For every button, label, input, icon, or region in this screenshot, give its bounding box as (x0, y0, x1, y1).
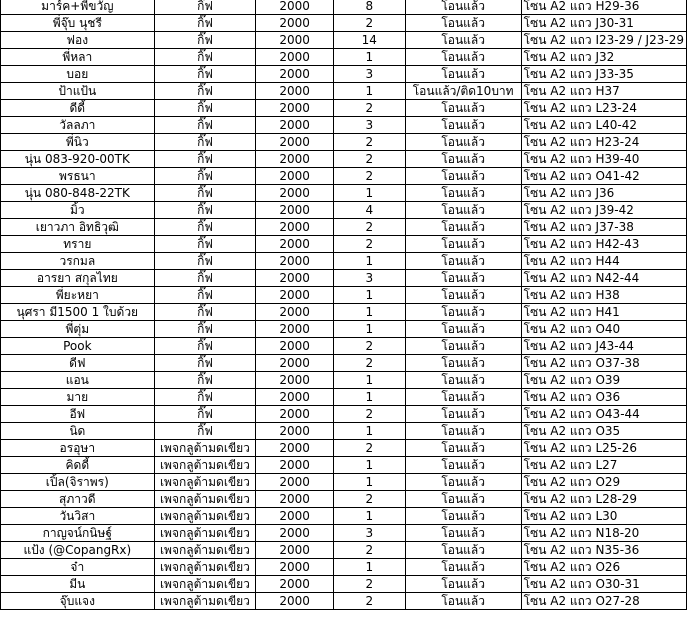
payment-status-cell[interactable]: โอนแล้ว (405, 338, 521, 355)
name-cell[interactable]: พี่จุ๊บ นุชรี (1, 15, 155, 32)
seat-cell[interactable]: โซน A2 แถว L30 (521, 508, 686, 525)
name-cell[interactable]: สุภาวดี (1, 491, 155, 508)
price-cell[interactable]: 2000 (256, 202, 334, 219)
name-cell[interactable]: พี่ตุ่ม (1, 321, 155, 338)
seat-cell[interactable]: โซน A2 แถว H44 (521, 253, 686, 270)
price-cell[interactable]: 2000 (256, 559, 334, 576)
table-row (1, 219, 687, 236)
quantity-cell[interactable]: 4 (333, 202, 405, 219)
name-cell[interactable]: จุ๊บแจง (1, 593, 155, 610)
payment-status-cell[interactable]: โอนแล้ว (405, 15, 521, 32)
seller-cell[interactable]: กิ๊ฟ (154, 117, 256, 134)
price-cell[interactable]: 2000 (256, 253, 334, 270)
name-cell[interactable]: คิดดี้ (1, 457, 155, 474)
seat-cell[interactable]: โซน A2 แถว O26 (521, 559, 686, 576)
payment-status-cell[interactable]: โอนแล้ว (405, 151, 521, 168)
price-cell[interactable]: 2000 (256, 457, 334, 474)
name-cell[interactable]: วรกมล (1, 253, 155, 270)
price-cell[interactable]: 2000 (256, 134, 334, 151)
table-row (1, 304, 687, 321)
payment-status-cell[interactable]: โอนแล้ว (405, 236, 521, 253)
quantity-cell[interactable]: 2 (333, 168, 405, 185)
seller-cell[interactable]: กิ๊ฟ (154, 134, 256, 151)
table-row (1, 236, 687, 253)
price-cell[interactable]: 2000 (256, 593, 334, 610)
name-cell[interactable]: มีน (1, 576, 155, 593)
price-cell[interactable]: 2000 (256, 100, 334, 117)
seller-cell[interactable]: กิ๊ฟ (154, 423, 256, 440)
table-row (1, 100, 687, 117)
table-row (1, 423, 687, 440)
price-cell[interactable]: 2000 (256, 83, 334, 100)
payment-status-cell[interactable]: โอนแล้ว (405, 0, 521, 15)
quantity-cell[interactable]: 1 (333, 253, 405, 270)
price-cell[interactable]: 2000 (256, 372, 334, 389)
price-cell[interactable]: 2000 (256, 355, 334, 372)
name-cell[interactable]: มิ้ว (1, 202, 155, 219)
payment-status-cell[interactable]: โอนแล้ว (405, 355, 521, 372)
payment-status-cell[interactable]: โอนแล้ว (405, 117, 521, 134)
quantity-cell[interactable]: 2 (333, 542, 405, 559)
seller-cell[interactable]: กิ๊ฟ (154, 151, 256, 168)
seller-cell[interactable]: กิ๊ฟ (154, 168, 256, 185)
payment-status-cell[interactable]: โอนแล้ว (405, 593, 521, 610)
seller-cell[interactable]: เพจกลูต้ามดเขียว (154, 508, 256, 525)
seller-cell[interactable]: กิ๊ฟ (154, 338, 256, 355)
table-row (1, 0, 687, 15)
seat-cell[interactable]: โซน A2 แถว J39-42 (521, 202, 686, 219)
seller-cell[interactable]: กิ๊ฟ (154, 253, 256, 270)
seat-cell[interactable]: โซน A2 แถว L27 (521, 457, 686, 474)
table-row (1, 457, 687, 474)
name-cell[interactable]: จ๋า (1, 559, 155, 576)
table-row (1, 117, 687, 134)
seller-cell[interactable]: กิ๊ฟ (154, 406, 256, 423)
quantity-cell[interactable]: 2 (333, 440, 405, 457)
table-row (1, 474, 687, 491)
table-row (1, 542, 687, 559)
payment-status-cell[interactable]: โอนแล้ว (405, 389, 521, 406)
seller-cell[interactable]: เพจกลูต้ามดเขียว (154, 576, 256, 593)
price-cell[interactable]: 2000 (256, 168, 334, 185)
price-cell[interactable]: 2000 (256, 474, 334, 491)
name-cell[interactable]: บอย (1, 66, 155, 83)
seller-cell[interactable]: กิ๊ฟ (154, 185, 256, 202)
payment-status-cell[interactable]: โอนแล้ว (405, 440, 521, 457)
name-cell[interactable]: ฟอง (1, 32, 155, 49)
quantity-cell[interactable]: 1 (333, 474, 405, 491)
seller-cell[interactable]: กิ๊ฟ (154, 202, 256, 219)
payment-status-cell[interactable]: โอนแล้ว (405, 49, 521, 66)
payment-status-cell[interactable]: โอนแล้ว (405, 508, 521, 525)
quantity-cell[interactable]: 2 (333, 406, 405, 423)
table-row (1, 525, 687, 542)
seller-cell[interactable]: กิ๊ฟ (154, 0, 256, 15)
seat-cell[interactable]: โซน A2 แถว J30-31 (521, 15, 686, 32)
payment-status-cell[interactable]: โอนแล้ว (405, 287, 521, 304)
quantity-cell[interactable]: 2 (333, 236, 405, 253)
price-cell[interactable]: 2000 (256, 66, 334, 83)
seller-cell[interactable]: กิ๊ฟ (154, 321, 256, 338)
name-cell[interactable]: พรธนา (1, 168, 155, 185)
quantity-cell[interactable]: 1 (333, 185, 405, 202)
payment-status-cell[interactable]: โอนแล้ว (405, 134, 521, 151)
name-cell[interactable]: ดีดี้ (1, 100, 155, 117)
quantity-cell[interactable]: 3 (333, 117, 405, 134)
seat-cell[interactable]: โซน A2 แถว H41 (521, 304, 686, 321)
table-row (1, 151, 687, 168)
name-cell[interactable]: อรอุษา (1, 440, 155, 457)
seller-cell[interactable]: กิ๊ฟ (154, 83, 256, 100)
price-cell[interactable]: 2000 (256, 117, 334, 134)
price-cell[interactable]: 2000 (256, 151, 334, 168)
quantity-cell[interactable]: 1 (333, 372, 405, 389)
seller-cell[interactable]: เพจกลูต้ามดเขียว (154, 593, 256, 610)
price-cell[interactable]: 2000 (256, 440, 334, 457)
price-cell[interactable]: 2000 (256, 542, 334, 559)
price-cell[interactable]: 2000 (256, 525, 334, 542)
seat-cell[interactable]: โซน A2 แถว N42-44 (521, 270, 686, 287)
payment-status-cell[interactable]: โอนแล้ว/ติด10บาท (405, 83, 521, 100)
table-row (1, 372, 687, 389)
name-cell[interactable]: พี่นิว (1, 134, 155, 151)
quantity-cell[interactable]: 1 (333, 49, 405, 66)
seller-cell[interactable]: กิ๊ฟ (154, 66, 256, 83)
seller-cell[interactable]: เพจกลูต้ามดเขียว (154, 457, 256, 474)
seat-cell[interactable]: โซน A2 แถว L25-26 (521, 440, 686, 457)
table-row (1, 66, 687, 83)
seller-cell[interactable]: กิ๊ฟ (154, 15, 256, 32)
table-row (1, 253, 687, 270)
quantity-cell[interactable]: 1 (333, 559, 405, 576)
payment-status-cell[interactable]: โอนแล้ว (405, 32, 521, 49)
seller-cell[interactable]: กิ๊ฟ (154, 32, 256, 49)
name-cell[interactable]: แป้ง (@CopangRx) (1, 542, 155, 559)
name-cell[interactable]: วัลลภา (1, 117, 155, 134)
table-row (1, 83, 687, 100)
payment-status-cell[interactable]: โอนแล้ว (405, 168, 521, 185)
table-row (1, 270, 687, 287)
seller-cell[interactable]: เพจกลูต้ามดเขียว (154, 525, 256, 542)
seat-cell[interactable]: โซน A2 แถว H29-36 (521, 0, 686, 15)
quantity-cell[interactable]: 3 (333, 525, 405, 542)
payment-status-cell[interactable]: โอนแล้ว (405, 66, 521, 83)
seat-cell[interactable]: โซน A2 แถว O27-28 (521, 593, 686, 610)
payment-status-cell[interactable]: โอนแล้ว (405, 457, 521, 474)
name-cell[interactable]: นุศรา มี1500 1 ใบด้วย (1, 304, 155, 321)
payment-status-cell[interactable]: โอนแล้ว (405, 423, 521, 440)
table-row (1, 491, 687, 508)
payment-status-cell[interactable]: โอนแล้ว (405, 491, 521, 508)
quantity-cell[interactable]: 1 (333, 508, 405, 525)
name-cell[interactable]: วันวิสา (1, 508, 155, 525)
payment-status-cell[interactable]: โอนแล้ว (405, 542, 521, 559)
seat-cell[interactable]: โซน A2 แถว J32 (521, 49, 686, 66)
price-cell[interactable]: 2000 (256, 304, 334, 321)
seller-cell[interactable]: เพจกลูต้ามดเขียว (154, 542, 256, 559)
price-cell[interactable]: 2000 (256, 338, 334, 355)
seller-cell[interactable]: กิ๊ฟ (154, 270, 256, 287)
price-cell[interactable]: 2000 (256, 423, 334, 440)
seat-cell[interactable]: โซน A2 แถว H23-24 (521, 134, 686, 151)
seat-cell[interactable]: โซน A2 แถว J43-44 (521, 338, 686, 355)
seller-cell[interactable]: เพจกลูต้ามดเขียว (154, 559, 256, 576)
price-cell[interactable]: 2000 (256, 491, 334, 508)
name-cell[interactable]: Pook (1, 338, 155, 355)
payment-status-cell[interactable]: โอนแล้ว (405, 525, 521, 542)
seat-cell[interactable]: โซน A2 แถว L28-29 (521, 491, 686, 508)
seat-cell[interactable]: โซน A2 แถว I23-29 / J23-29 (521, 32, 686, 49)
quantity-cell[interactable]: 2 (333, 576, 405, 593)
seat-cell[interactable]: โซน A2 แถว H39-40 (521, 151, 686, 168)
price-cell[interactable]: 2000 (256, 49, 334, 66)
name-cell[interactable]: พี่หลา (1, 49, 155, 66)
seat-cell[interactable]: โซน A2 แถว N18-20 (521, 525, 686, 542)
seller-cell[interactable]: กิ๊ฟ (154, 100, 256, 117)
seat-cell[interactable]: โซน A2 แถว N35-36 (521, 542, 686, 559)
price-cell[interactable]: 2000 (256, 389, 334, 406)
price-cell[interactable]: 2000 (256, 508, 334, 525)
payment-status-cell[interactable]: โอนแล้ว (405, 253, 521, 270)
quantity-cell[interactable]: 1 (333, 83, 405, 100)
quantity-cell[interactable]: 2 (333, 151, 405, 168)
price-cell[interactable]: 2000 (256, 32, 334, 49)
price-cell[interactable]: 2000 (256, 15, 334, 32)
quantity-cell[interactable]: 1 (333, 457, 405, 474)
table-row (1, 593, 687, 610)
payment-status-cell[interactable]: โอนแล้ว (405, 100, 521, 117)
seller-cell[interactable]: กิ๊ฟ (154, 219, 256, 236)
table-row (1, 49, 687, 66)
price-cell[interactable]: 2000 (256, 576, 334, 593)
seat-cell[interactable]: โซน A2 แถว O41-42 (521, 168, 686, 185)
quantity-cell[interactable]: 2 (333, 100, 405, 117)
quantity-cell[interactable]: 1 (333, 321, 405, 338)
seller-cell[interactable]: กิ๊ฟ (154, 304, 256, 321)
payment-status-cell[interactable]: โอนแล้ว (405, 219, 521, 236)
payment-status-cell[interactable]: โอนแล้ว (405, 576, 521, 593)
price-cell[interactable]: 2000 (256, 321, 334, 338)
seat-cell[interactable]: โซน A2 แถว O35 (521, 423, 686, 440)
quantity-cell[interactable]: 2 (333, 338, 405, 355)
table-row (1, 32, 687, 49)
payment-status-cell[interactable]: โอนแล้ว (405, 185, 521, 202)
quantity-cell[interactable]: 3 (333, 66, 405, 83)
seat-cell[interactable]: โซน A2 แถว O29 (521, 474, 686, 491)
sheet-body (1, 0, 687, 610)
quantity-cell[interactable]: 14 (333, 32, 405, 49)
table-row (1, 576, 687, 593)
payment-status-cell[interactable]: โอนแล้ว (405, 270, 521, 287)
quantity-cell[interactable]: 2 (333, 593, 405, 610)
seat-cell[interactable]: โซน A2 แถว O40 (521, 321, 686, 338)
payment-status-cell[interactable]: โอนแล้ว (405, 372, 521, 389)
table-row (1, 321, 687, 338)
table-row (1, 389, 687, 406)
table-row (1, 134, 687, 151)
name-cell[interactable]: ป้าแป้น (1, 83, 155, 100)
quantity-cell[interactable]: 2 (333, 15, 405, 32)
table-row (1, 287, 687, 304)
seat-cell[interactable]: โซน A2 แถว O36 (521, 389, 686, 406)
table-row (1, 355, 687, 372)
price-cell[interactable]: 2000 (256, 0, 334, 15)
table-row (1, 508, 687, 525)
seat-cell[interactable]: โซน A2 แถว L40-42 (521, 117, 686, 134)
quantity-cell[interactable]: 1 (333, 423, 405, 440)
seat-cell[interactable]: โซน A2 แถว H38 (521, 287, 686, 304)
quantity-cell[interactable]: 8 (333, 0, 405, 15)
payment-status-cell[interactable]: โอนแล้ว (405, 321, 521, 338)
seller-cell[interactable]: กิ๊ฟ (154, 287, 256, 304)
quantity-cell[interactable]: 1 (333, 304, 405, 321)
name-cell[interactable]: กาญจน์กนิษฐ์ (1, 525, 155, 542)
seat-cell[interactable]: โซน A2 แถว O39 (521, 372, 686, 389)
payment-status-cell[interactable]: โอนแล้ว (405, 406, 521, 423)
payment-status-cell[interactable]: โอนแล้ว (405, 202, 521, 219)
payment-status-cell[interactable]: โอนแล้ว (405, 474, 521, 491)
price-cell[interactable]: 2000 (256, 270, 334, 287)
seat-cell[interactable]: โซน A2 แถว J33-35 (521, 66, 686, 83)
name-cell[interactable]: ทราย (1, 236, 155, 253)
seller-cell[interactable]: กิ๊ฟ (154, 355, 256, 372)
name-cell[interactable]: นุ่น 083-920-00TK (1, 151, 155, 168)
name-cell[interactable]: อารยา สกุลไทย (1, 270, 155, 287)
table-row (1, 406, 687, 423)
seller-cell[interactable]: กิ๊ฟ (154, 236, 256, 253)
seat-cell[interactable]: โซน A2 แถว O37-38 (521, 355, 686, 372)
seller-cell[interactable]: กิ๊ฟ (154, 372, 256, 389)
seat-cell[interactable]: โซน A2 แถว J37-38 (521, 219, 686, 236)
seller-cell[interactable]: กิ๊ฟ (154, 49, 256, 66)
quantity-cell[interactable]: 1 (333, 287, 405, 304)
table-row (1, 440, 687, 457)
name-cell[interactable]: เปิ้ล(จิราพร) (1, 474, 155, 491)
name-cell[interactable]: มาย (1, 389, 155, 406)
seat-cell[interactable]: โซน A2 แถว O30-31 (521, 576, 686, 593)
quantity-cell[interactable]: 2 (333, 134, 405, 151)
name-cell[interactable]: ดีฟ (1, 355, 155, 372)
quantity-cell[interactable]: 3 (333, 270, 405, 287)
seat-cell[interactable]: โซน A2 แถว J36 (521, 185, 686, 202)
table-row (1, 185, 687, 202)
quantity-cell[interactable]: 2 (333, 219, 405, 236)
payment-status-cell[interactable]: โอนแล้ว (405, 304, 521, 321)
table-row (1, 338, 687, 355)
seat-cell[interactable]: โซน A2 แถว O43-44 (521, 406, 686, 423)
seller-cell[interactable]: เพจกลูต้ามดเขียว (154, 491, 256, 508)
seat-cell[interactable]: โซน A2 แถว H42-43 (521, 236, 686, 253)
table-row (1, 168, 687, 185)
price-cell[interactable]: 2000 (256, 236, 334, 253)
price-cell[interactable]: 2000 (256, 219, 334, 236)
name-cell[interactable]: แอน (1, 372, 155, 389)
table-row (1, 559, 687, 576)
seller-cell[interactable]: กิ๊ฟ (154, 389, 256, 406)
name-cell[interactable]: นิด (1, 423, 155, 440)
name-cell[interactable]: นุ่น 080-848-22TK (1, 185, 155, 202)
payment-status-cell[interactable]: โอนแล้ว (405, 559, 521, 576)
name-cell[interactable]: เยาวภา อิทธิวุฒิ (1, 219, 155, 236)
quantity-cell[interactable]: 2 (333, 355, 405, 372)
seller-cell[interactable]: เพจกลูต้ามดเขียว (154, 474, 256, 491)
table-row (1, 202, 687, 219)
price-cell[interactable]: 2000 (256, 185, 334, 202)
name-cell[interactable]: อีฟ (1, 406, 155, 423)
seat-cell[interactable]: โซน A2 แถว L23-24 (521, 100, 686, 117)
quantity-cell[interactable]: 1 (333, 389, 405, 406)
quantity-cell[interactable]: 2 (333, 491, 405, 508)
price-cell[interactable]: 2000 (256, 406, 334, 423)
seat-cell[interactable]: โซน A2 แถว H37 (521, 83, 686, 100)
name-cell[interactable]: มาร์ค+พี่ขวัญ (1, 0, 155, 15)
seller-cell[interactable]: เพจกลูต้ามดเขียว (154, 440, 256, 457)
name-cell[interactable]: พี่ยะหยา (1, 287, 155, 304)
price-cell[interactable]: 2000 (256, 287, 334, 304)
table-row (1, 15, 687, 32)
